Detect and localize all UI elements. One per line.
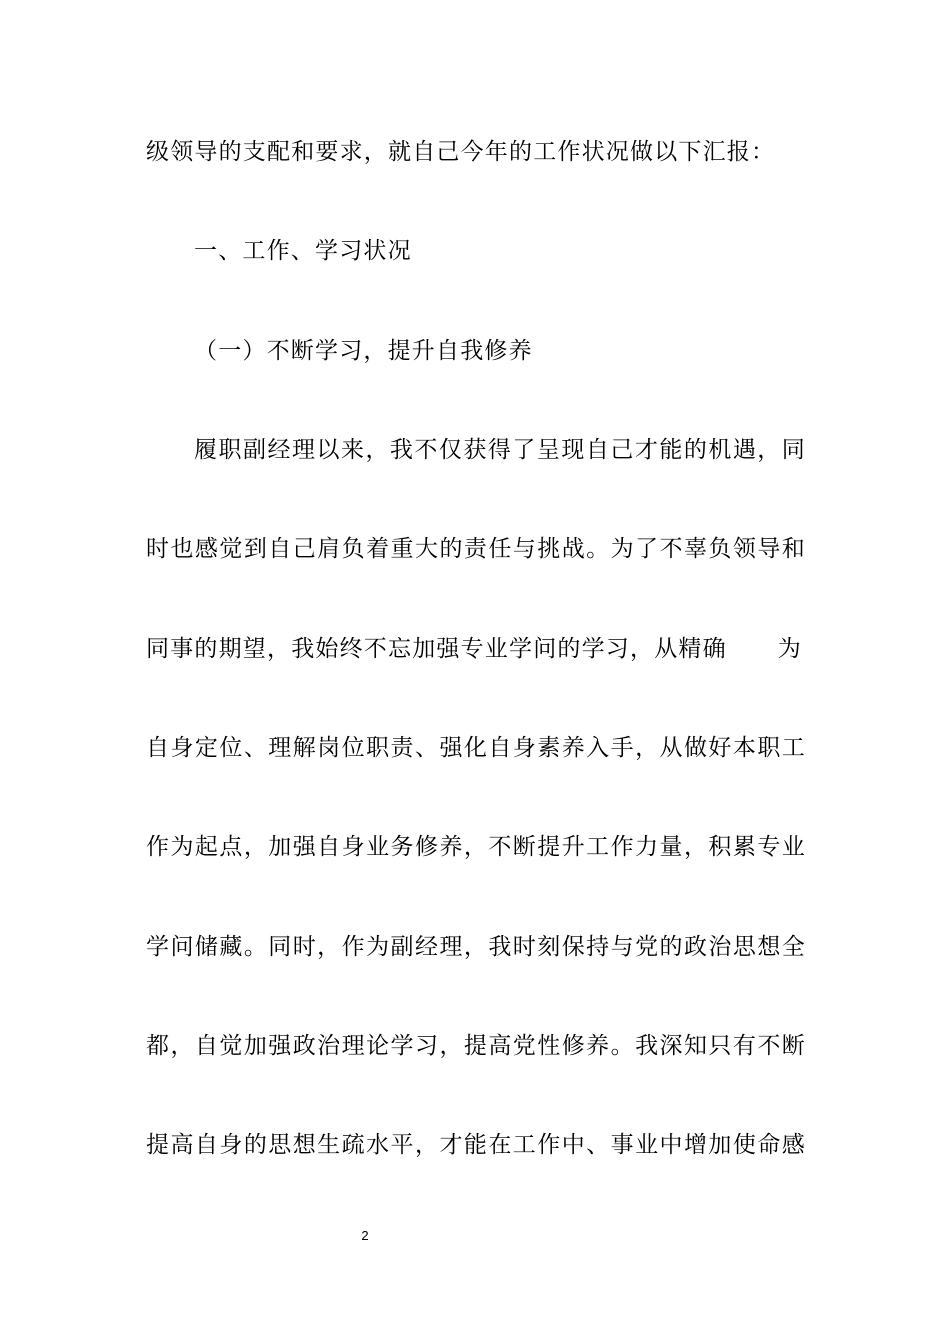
body-text-line: 时也感觉到自己肩负着重大的责任与挑战。为了不辜负领导和 [146, 536, 806, 562]
body-text-line: 自身定位、理解岗位职责、强化自身素养入手，从做好本职工 [146, 735, 806, 761]
body-text-segment: 为 [777, 636, 802, 662]
paragraph-first-line: 履职副经理以来，我不仅获得了呈现自己才能的机遇，同 [194, 437, 806, 463]
body-text-line: 作为起点，加强自身业务修养，不断提升工作力量，积累专业 [146, 834, 806, 860]
body-text-segment: 同事的期望，我始终不忘加强专业学问的学习，从精确 [146, 636, 727, 662]
body-text-line [146, 629, 806, 669]
body-text-line: 都，自觉加强政治理论学习，提高党性修养。我深知只有不断 [146, 1033, 806, 1059]
body-text-line: 学问储藏。同时，作为副经理，我时刻保持与党的政治思想全 [146, 934, 806, 960]
body-text-line: 提高自身的思想生疏水平，才能在工作中、事业中增加使命感 [146, 1132, 806, 1158]
subsection-heading: （一）不断学习，提升自我修养 [194, 338, 533, 364]
body-text-line: 级领导的支配和要求，就自己今年的工作状况做以下汇报： [146, 139, 776, 165]
section-heading: 一、工作、学习状况 [194, 238, 412, 264]
page-number: 2 [361, 1228, 369, 1243]
